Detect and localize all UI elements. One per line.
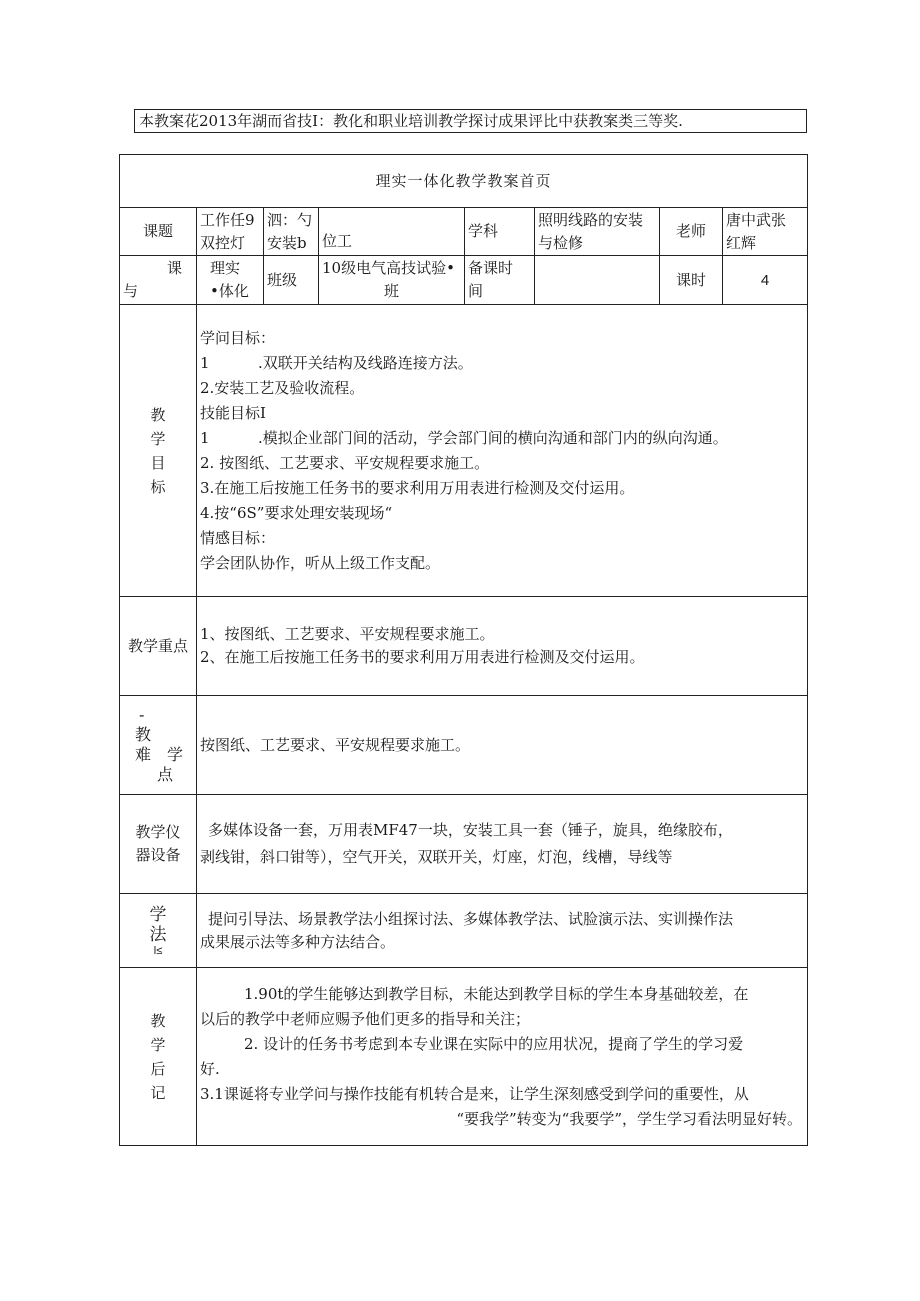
class-value: 10级电气高技试验• 班 (319, 256, 465, 305)
topic-label: 课题 (120, 208, 197, 256)
key-points-content: 1、按图纸、工艺要求、平安规程要求施工。 2、在施工后按施工任务书的要求利用万用表进行检测及交付运用。 (197, 597, 808, 696)
topic-extra: 位工 (319, 208, 465, 256)
course-label: 课 与 (120, 256, 197, 305)
methods-row (120, 894, 808, 968)
equipment-content: 多媒体设备一套，万用表MF47一块，安装工具一套（锤子，旋具，绝缘胶布， 剥线钳，斜口钳等），空气开关，双联开关，灯座，灯泡，线槽，导线等 (197, 795, 808, 894)
reflection-content: 1.90t的学生能够达到教学目标，未能达到教学目标的学生本身基础较差，在 以后的教学中老师应赐予他们更多的指导和关注； 2. 设计的任务书考虑到本专业课在实际中的应用状况，提商了学生的学习爱 好. 3.1课诞将专业学问与操作技能有机转合是来，让学生深刻感受到学问的重要性，从 “要我学”转变为“我要学”，学生学习看法明显好转。 (197, 968, 808, 1146)
subject-label: 学科 (465, 208, 535, 256)
topic-value-mid: 泗：勺 安装b (264, 208, 319, 256)
equipment-row (120, 795, 808, 894)
subject-value: 照明线路的安装 与检修 (535, 208, 660, 256)
award-notice: 本教案花2013年湖而省技Ⅰ：教化和职业培训教学探讨成果评比中获教案类三等奖. (134, 109, 807, 133)
hours-label: 课时 (660, 256, 723, 305)
methods-label: 学 法 l≤ (120, 894, 197, 968)
equipment-label: 教学仪 器设备 (120, 795, 197, 894)
course-value: 理实 •体化 (197, 256, 264, 305)
prep-label: 备课时 间 (465, 256, 535, 305)
course-row (120, 256, 808, 305)
page-title: 理实一体化教学教案首页 (120, 155, 808, 208)
methods-content: 提问引导法、场景教学法小组探讨法、多媒体教学法、试脸演示法、实训操作法 成果展示法等多种方法结合。 (197, 894, 808, 968)
difficult-points-content: 按图纸、工艺要求、平安规程要求施工。 (197, 696, 808, 795)
reflection-label: 教 学 后 记 (120, 968, 197, 1146)
difficult-points-row (120, 696, 808, 795)
key-points-row (120, 597, 808, 696)
objectives-row (120, 305, 808, 597)
objectives-label: 教 学 目 标 (120, 305, 197, 597)
difficult-points-label: - 教 难 学 点 (120, 696, 197, 795)
lesson-plan-table (119, 154, 808, 1146)
reflection-row (120, 968, 808, 1146)
topic-row (120, 208, 808, 256)
teacher-label: 老师 (660, 208, 723, 256)
topic-value: 工作任9 双控灯 (197, 208, 264, 256)
title-row (120, 155, 808, 208)
prep-value (535, 256, 660, 305)
key-points-label: 教学重点 (120, 597, 197, 696)
class-label: 班级 (264, 256, 319, 305)
objectives-content: 学问目标： 1 .双联开关结构及线路连接方法。 2.安装工艺及验收流程。 技能目标I 1 .模拟企业部门间的活动，学会部门间的横向沟通和部门内的纵向沟通。 2. 按图纸、工艺要求、平安规程要求施工。 3.在施工后按施工任务书的要求利用万用表进行检测及交付运用。 4.按“6S”要求处理安装现场“ 情感目标： 学会团队协作，听从上级工作支配。 (197, 305, 808, 597)
hours-value: 4 (723, 256, 808, 305)
teacher-value: 唐中武张 红辉 (723, 208, 808, 256)
